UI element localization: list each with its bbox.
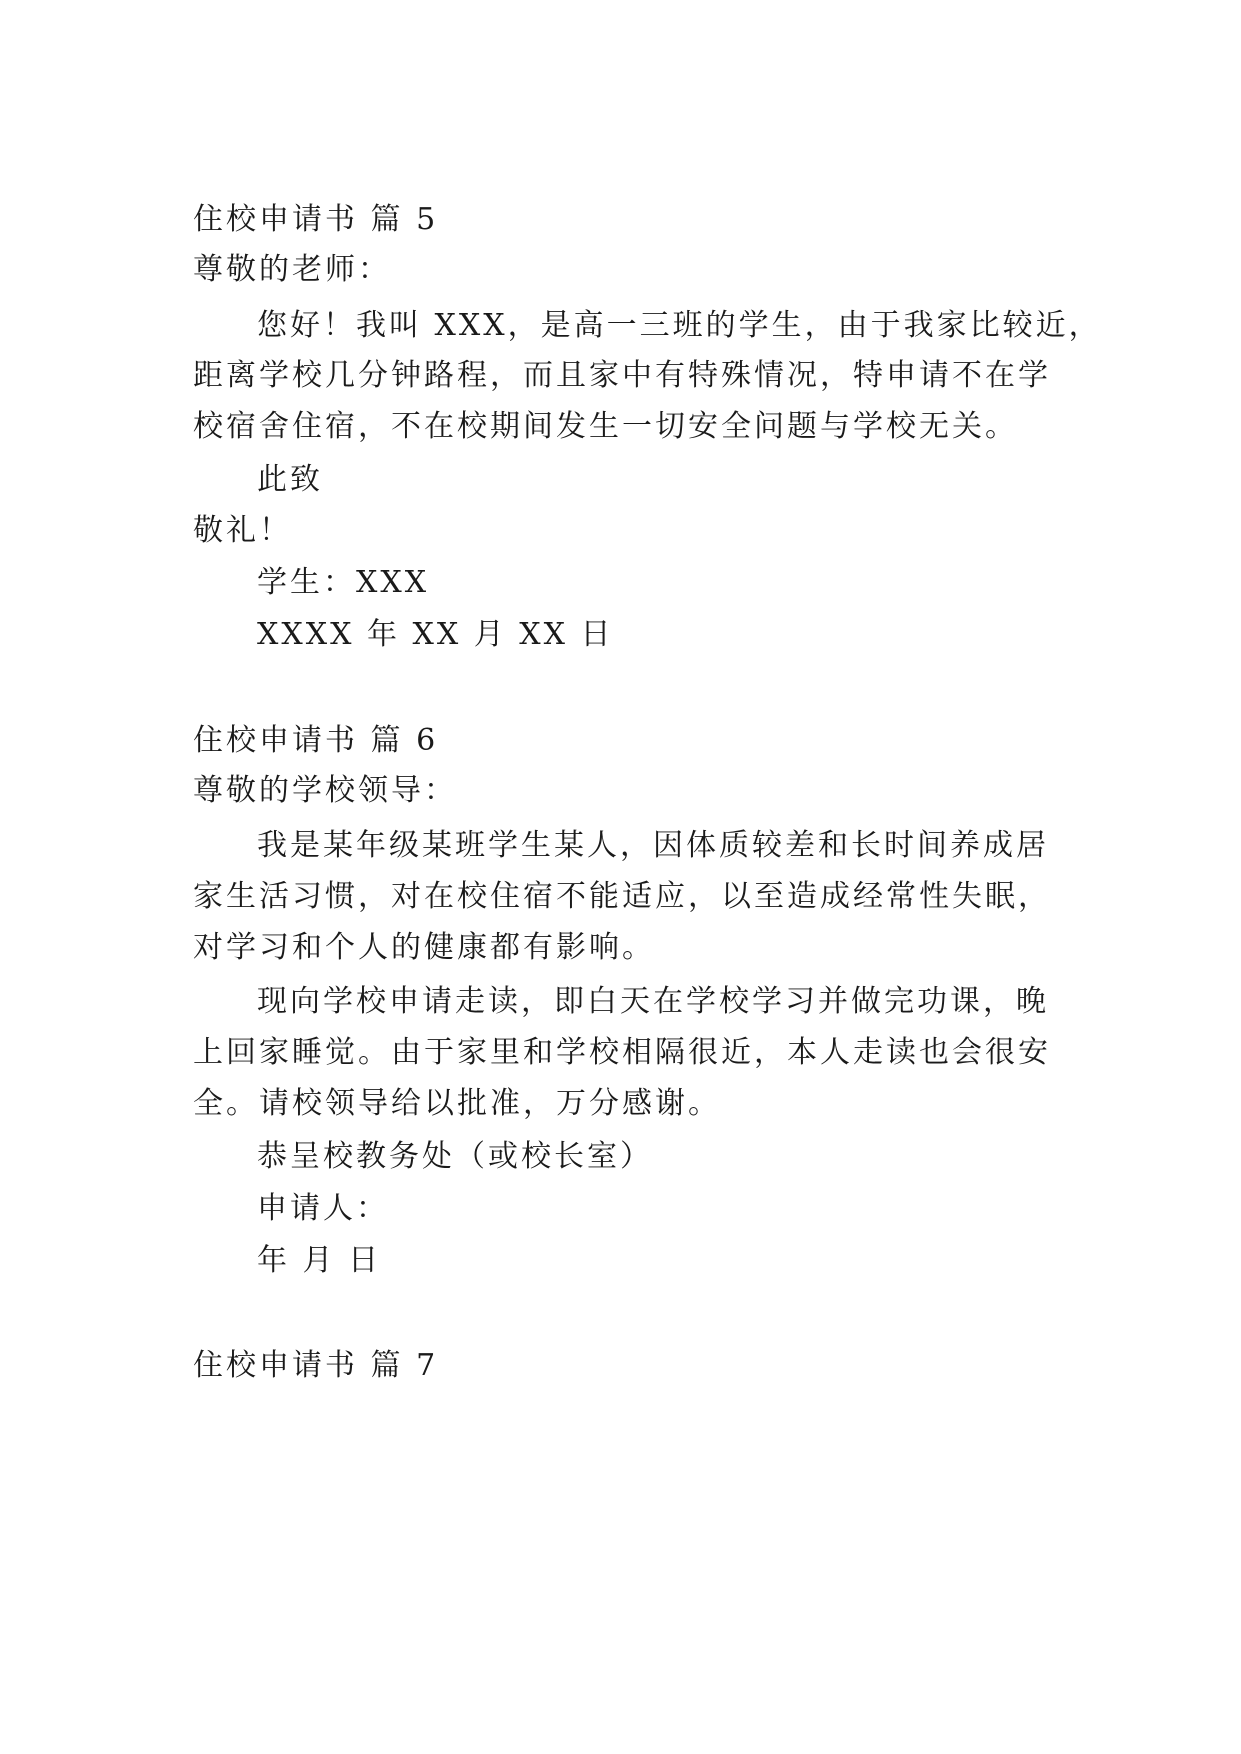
recipient-line: 恭呈校教务处（或校长室） (257, 1139, 653, 1174)
body-line: 全。请校领导给以批准，万分感谢。 (193, 1086, 721, 1121)
closing-line: 敬礼！ (193, 513, 292, 548)
body-line: 我是某年级某班学生某人，因体质较差和长时间养成居 (257, 828, 1049, 863)
body-line: 距离学校几分钟路程，而且家中有特殊情况，特申请不在学 (193, 358, 1051, 393)
body-line: 校宿舍住宿，不在校期间发生一切安全问题与学校无关。 (193, 409, 1018, 444)
signature-line: 学生：XXX (257, 565, 430, 600)
body-line: 您好！我叫 XXX，是高一三班的学生，由于我家比较近， (257, 308, 1102, 343)
body-line: 上回家睡觉。由于家里和学校相隔很近，本人走读也会很安 (193, 1035, 1051, 1070)
section-title: 住校申请书 篇 5 (193, 202, 439, 237)
body-line: 家生活习惯，对在校住宿不能适应，以至造成经常性失眠， (193, 879, 1051, 914)
body-line: 对学习和个人的健康都有影响。 (193, 930, 655, 965)
applicant-line: 申请人： (257, 1191, 389, 1226)
date-line: 年 月 日 (257, 1243, 382, 1278)
body-line: 现向学校申请走读，即白天在学校学习并做完功课，晚 (257, 984, 1049, 1019)
section-title: 住校申请书 篇 7 (193, 1348, 439, 1383)
closing-line: 此致 (257, 462, 323, 497)
greeting: 尊敬的老师： (193, 252, 391, 287)
date-line: XXXX 年 XX 月 XX 日 (257, 617, 614, 652)
greeting: 尊敬的学校领导： (193, 773, 457, 808)
section-title: 住校申请书 篇 6 (193, 723, 439, 758)
